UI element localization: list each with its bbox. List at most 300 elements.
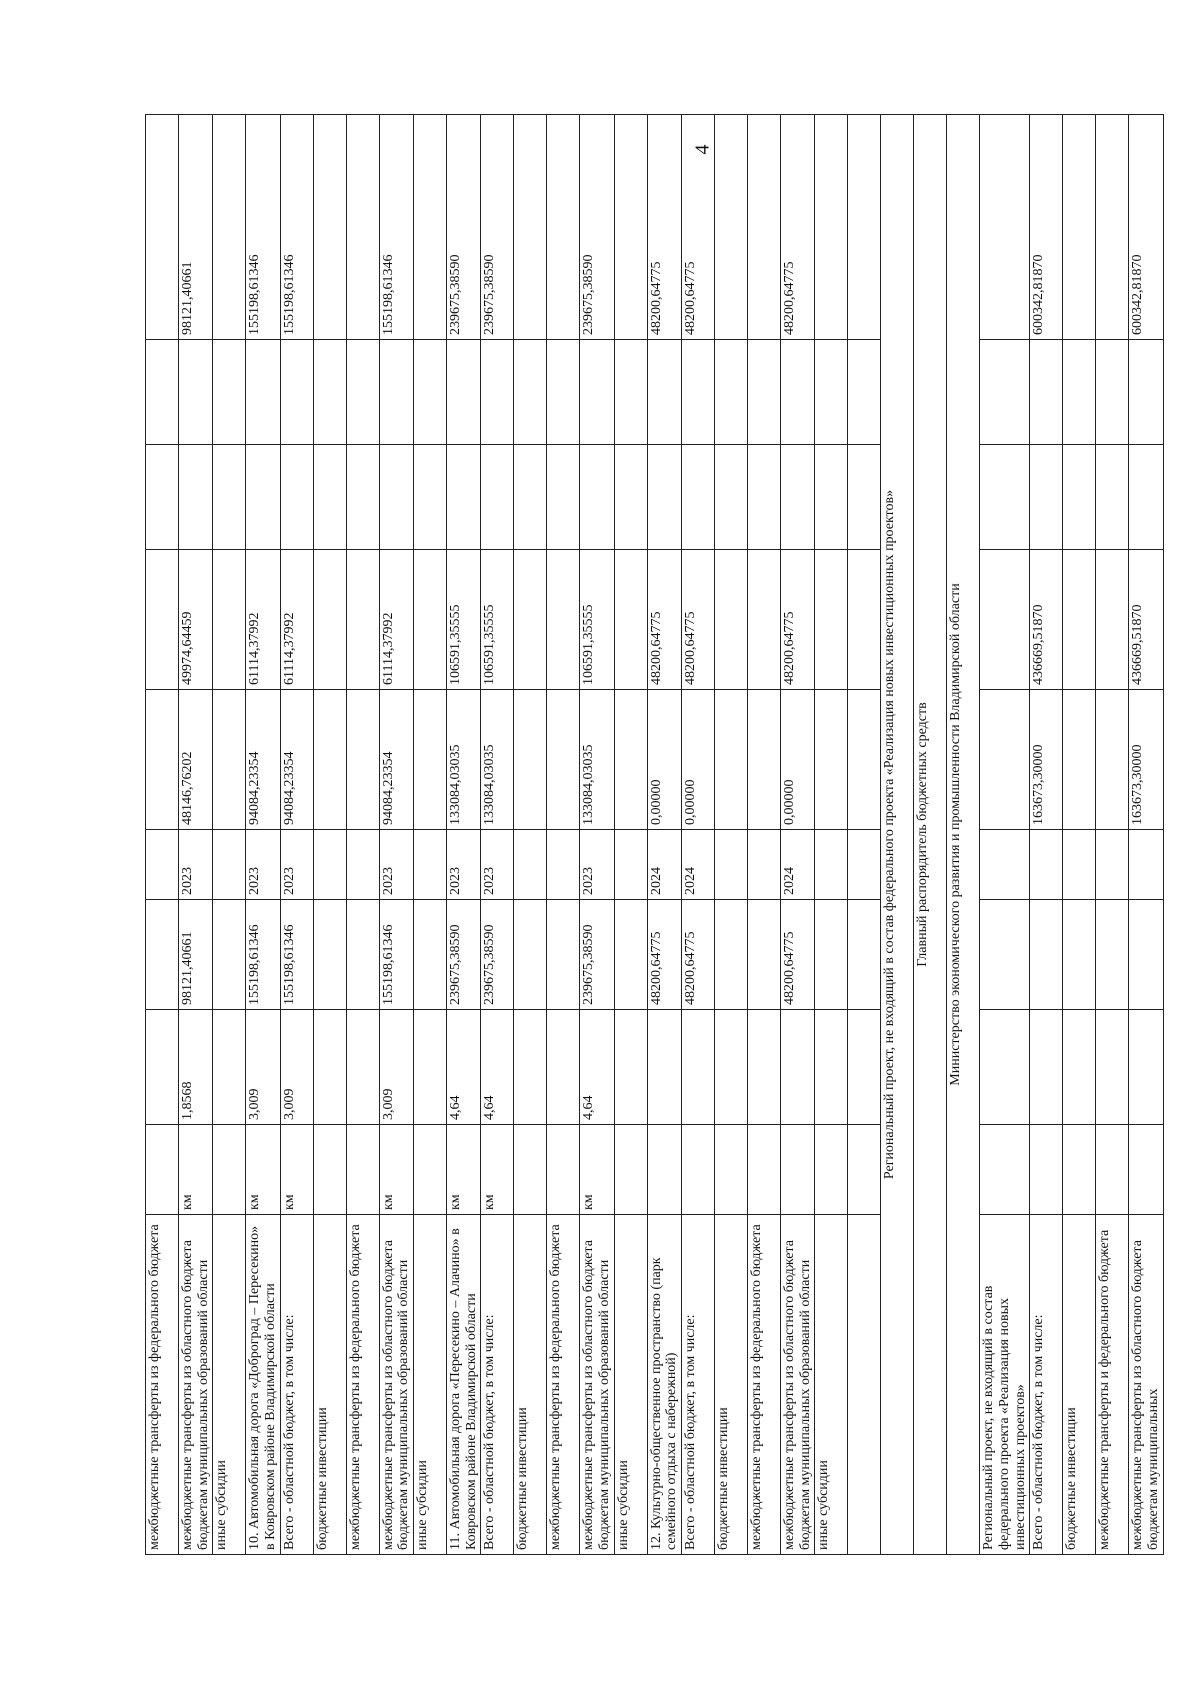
table-cell: 48200,64775 bbox=[647, 900, 681, 1010]
row-label: межбюджетные трансферты из областного бюджета бюджетам муниципальных bbox=[1129, 1215, 1163, 1555]
table-cell bbox=[1030, 1010, 1063, 1125]
table-cell bbox=[781, 445, 815, 550]
table-cell: 2024 bbox=[647, 830, 681, 900]
section-title: Региональный проект, не входящий в состав федерального проекта «Реализация новых инвестиционных проектов» bbox=[881, 115, 914, 1555]
table-cell bbox=[313, 830, 346, 900]
section-title: Министерство экономического развития и промышленности Владимирской области bbox=[947, 115, 980, 1555]
table-cell bbox=[146, 900, 179, 1010]
row-label: межбюджетные трансферты из областного бюджета бюджетам муниципальных образований области bbox=[781, 1215, 815, 1555]
table-cell bbox=[447, 445, 481, 550]
table-cell bbox=[580, 340, 614, 445]
table-cell: 239675,38590 bbox=[580, 115, 614, 340]
table-row bbox=[848, 115, 881, 1555]
table-cell bbox=[1030, 1125, 1063, 1215]
table-cell bbox=[146, 1010, 179, 1125]
table-cell bbox=[614, 900, 647, 1010]
table-row bbox=[346, 115, 379, 1555]
table-cell bbox=[848, 1010, 881, 1125]
table-cell bbox=[146, 1125, 179, 1215]
table-row bbox=[514, 115, 547, 1555]
table-row bbox=[1129, 115, 1163, 1555]
table-cell: 48200,64775 bbox=[781, 115, 815, 340]
row-label: иные субсидии bbox=[213, 1215, 246, 1555]
table-cell bbox=[682, 1010, 715, 1125]
table-cell bbox=[313, 340, 346, 445]
table-cell: 4,64 bbox=[580, 1010, 614, 1125]
table-cell: 2024 bbox=[682, 830, 715, 900]
row-label: межбюджетные трансферты из федерального бюджета bbox=[146, 1215, 179, 1555]
table-cell bbox=[313, 900, 346, 1010]
table-cell: 133084,03035 bbox=[580, 690, 614, 830]
row-label: Региональный проект, не входящий в состав федерального проекта «Реализация новых инвестиционных проектов» bbox=[980, 1215, 1030, 1555]
rotated-page bbox=[145, 115, 1180, 1555]
table-cell bbox=[647, 1010, 681, 1125]
table-cell: км bbox=[379, 1125, 413, 1215]
table-cell bbox=[414, 115, 447, 340]
table-body bbox=[146, 115, 1164, 1555]
table-cell bbox=[547, 445, 580, 550]
table-cell bbox=[980, 900, 1030, 1010]
table-cell bbox=[313, 1125, 346, 1215]
table-cell bbox=[547, 1125, 580, 1215]
table-cell bbox=[1096, 690, 1129, 830]
table-row bbox=[1096, 115, 1129, 1555]
table-cell bbox=[514, 340, 547, 445]
table-cell: 600342,81870 bbox=[1129, 115, 1163, 340]
table-cell: 4,64 bbox=[447, 1010, 481, 1125]
table-cell: 3,009 bbox=[280, 1010, 313, 1125]
table-cell bbox=[146, 550, 179, 690]
table-cell bbox=[1063, 445, 1096, 550]
table-cell bbox=[547, 1010, 580, 1125]
table-cell: км bbox=[280, 1125, 313, 1215]
table-cell: 2023 bbox=[447, 830, 481, 900]
row-label: 12. Культурно-общественное пространство (парк семейного отдыха с набережной) bbox=[647, 1215, 681, 1555]
table-cell bbox=[815, 550, 848, 690]
table-cell: 0,00000 bbox=[781, 690, 815, 830]
row-label: межбюджетные трансферты и федерального бюджета bbox=[1096, 1215, 1129, 1555]
table-cell bbox=[1096, 340, 1129, 445]
table-cell bbox=[614, 690, 647, 830]
table-cell bbox=[614, 1125, 647, 1215]
table-row bbox=[280, 115, 313, 1555]
table-cell bbox=[682, 340, 715, 445]
table-cell bbox=[1096, 115, 1129, 340]
table-cell bbox=[781, 1125, 815, 1215]
table-cell bbox=[748, 1010, 781, 1125]
table-cell bbox=[848, 830, 881, 900]
row-label: иные субсидии bbox=[815, 1215, 848, 1555]
table-cell bbox=[715, 445, 748, 550]
table-cell bbox=[848, 900, 881, 1010]
table-cell bbox=[748, 830, 781, 900]
table-cell: 48200,64775 bbox=[682, 900, 715, 1010]
table-cell bbox=[1063, 115, 1096, 340]
table-cell bbox=[514, 830, 547, 900]
table-cell: 106591,35555 bbox=[580, 550, 614, 690]
table-cell bbox=[246, 445, 280, 550]
table-cell bbox=[980, 690, 1030, 830]
table-cell: 94084,23354 bbox=[280, 690, 313, 830]
row-label: межбюджетные трансферты из федерального бюджета bbox=[748, 1215, 781, 1555]
table-cell bbox=[213, 900, 246, 1010]
table-cell: 2023 bbox=[280, 830, 313, 900]
table-cell bbox=[781, 1010, 815, 1125]
table-cell bbox=[481, 340, 514, 445]
table-cell bbox=[1129, 1010, 1163, 1125]
table-cell bbox=[313, 445, 346, 550]
table-cell bbox=[346, 900, 379, 1010]
table-cell bbox=[1129, 1125, 1163, 1215]
table-cell bbox=[547, 340, 580, 445]
table-cell bbox=[414, 830, 447, 900]
section-row bbox=[881, 115, 914, 1555]
table-cell: 3,009 bbox=[379, 1010, 413, 1125]
table-row bbox=[1063, 115, 1096, 1555]
table-cell bbox=[980, 830, 1030, 900]
table-cell: 155198,61346 bbox=[246, 900, 280, 1010]
row-label: бюджетные инвестиции bbox=[715, 1215, 748, 1555]
table-cell: 49974,64459 bbox=[179, 550, 213, 690]
table-row bbox=[481, 115, 514, 1555]
table-cell bbox=[614, 115, 647, 340]
table-cell bbox=[146, 830, 179, 900]
table-cell bbox=[815, 1010, 848, 1125]
table-cell bbox=[1063, 900, 1096, 1010]
table-cell bbox=[280, 445, 313, 550]
table-cell: 133084,03035 bbox=[447, 690, 481, 830]
table-cell bbox=[213, 1125, 246, 1215]
table-cell bbox=[213, 690, 246, 830]
table-cell bbox=[447, 340, 481, 445]
table-cell bbox=[815, 690, 848, 830]
table-cell bbox=[1030, 445, 1063, 550]
table-cell bbox=[146, 690, 179, 830]
table-cell bbox=[815, 900, 848, 1010]
table-cell bbox=[715, 550, 748, 690]
table-row bbox=[815, 115, 848, 1555]
table-cell bbox=[1096, 900, 1129, 1010]
table-cell bbox=[346, 550, 379, 690]
table-cell bbox=[414, 690, 447, 830]
table-cell bbox=[715, 830, 748, 900]
table-cell bbox=[815, 445, 848, 550]
table-cell bbox=[514, 1125, 547, 1215]
table-cell bbox=[213, 115, 246, 340]
table-row bbox=[614, 115, 647, 1555]
table-cell: 0,00000 bbox=[682, 690, 715, 830]
table-cell bbox=[1063, 1010, 1096, 1125]
table-cell bbox=[715, 340, 748, 445]
table-cell bbox=[146, 340, 179, 445]
table-cell: 239675,38590 bbox=[580, 900, 614, 1010]
row-label: бюджетные инвестиции bbox=[1063, 1215, 1096, 1555]
row-label: межбюджетные трансферты из федерального бюджета bbox=[346, 1215, 379, 1555]
table-cell: 94084,23354 bbox=[246, 690, 280, 830]
table-row bbox=[414, 115, 447, 1555]
table-cell bbox=[1063, 830, 1096, 900]
table-cell bbox=[748, 690, 781, 830]
table-cell bbox=[213, 830, 246, 900]
table-cell: 155198,61346 bbox=[246, 115, 280, 340]
table-cell: км bbox=[447, 1125, 481, 1215]
table-row bbox=[246, 115, 280, 1555]
table-cell bbox=[748, 550, 781, 690]
table-cell: 2023 bbox=[379, 830, 413, 900]
table-cell bbox=[379, 445, 413, 550]
table-cell bbox=[614, 830, 647, 900]
table-cell bbox=[980, 340, 1030, 445]
row-label: иные субсидии bbox=[614, 1215, 647, 1555]
table-cell: 61114,37992 bbox=[280, 550, 313, 690]
table-cell bbox=[980, 115, 1030, 340]
table-cell bbox=[414, 1010, 447, 1125]
table-cell bbox=[414, 900, 447, 1010]
table-cell bbox=[547, 115, 580, 340]
table-cell: 600342,81870 bbox=[1030, 115, 1063, 340]
table-row bbox=[447, 115, 481, 1555]
table-cell bbox=[1096, 830, 1129, 900]
row-label: бюджетные инвестиции bbox=[313, 1215, 346, 1555]
table-cell bbox=[781, 340, 815, 445]
table-cell bbox=[414, 1125, 447, 1215]
table-cell bbox=[346, 1010, 379, 1125]
table-cell bbox=[1030, 900, 1063, 1010]
table-cell: 2023 bbox=[179, 830, 213, 900]
table-cell bbox=[1030, 830, 1063, 900]
row-label: межбюджетные трансферты из областного бюджета бюджетам муниципальных образований области bbox=[179, 1215, 213, 1555]
table-cell: 106591,35555 bbox=[481, 550, 514, 690]
table-cell bbox=[414, 445, 447, 550]
section-title: Главный распорядитель бюджетных средств bbox=[914, 115, 947, 1555]
table-cell: 3,009 bbox=[246, 1010, 280, 1125]
table-row bbox=[682, 115, 715, 1555]
table-cell bbox=[815, 340, 848, 445]
table-cell bbox=[715, 115, 748, 340]
table-cell bbox=[547, 900, 580, 1010]
table-cell bbox=[815, 1125, 848, 1215]
row-label: Всего - областной бюджет, в том числе: bbox=[280, 1215, 313, 1555]
table-cell bbox=[346, 115, 379, 340]
table-cell bbox=[815, 115, 848, 340]
table-cell bbox=[179, 340, 213, 445]
table-cell bbox=[614, 340, 647, 445]
table-cell bbox=[1030, 340, 1063, 445]
table-cell bbox=[213, 340, 246, 445]
section-row bbox=[914, 115, 947, 1555]
table-cell bbox=[346, 1125, 379, 1215]
table-cell bbox=[748, 1125, 781, 1215]
table-cell bbox=[647, 340, 681, 445]
table-cell bbox=[514, 550, 547, 690]
table-row bbox=[647, 115, 681, 1555]
table-cell bbox=[647, 445, 681, 550]
row-label: межбюджетные трансферты из областного бюджета бюджетам муниципальных образований области bbox=[580, 1215, 614, 1555]
table-cell: 155198,61346 bbox=[379, 115, 413, 340]
table-cell bbox=[280, 340, 313, 445]
section-row bbox=[947, 115, 980, 1555]
table-cell bbox=[980, 445, 1030, 550]
table-cell: 61114,37992 bbox=[246, 550, 280, 690]
table-cell bbox=[715, 1010, 748, 1125]
table-cell: 48200,64775 bbox=[682, 550, 715, 690]
table-cell: 239675,38590 bbox=[481, 115, 514, 340]
table-cell bbox=[1096, 550, 1129, 690]
table-cell: 239675,38590 bbox=[447, 115, 481, 340]
table-cell: 239675,38590 bbox=[481, 900, 514, 1010]
table-cell bbox=[682, 1125, 715, 1215]
table-cell bbox=[1096, 1125, 1129, 1215]
table-row bbox=[715, 115, 748, 1555]
table-cell bbox=[848, 690, 881, 830]
table-cell bbox=[313, 550, 346, 690]
table-cell bbox=[848, 340, 881, 445]
table-row bbox=[580, 115, 614, 1555]
table-cell bbox=[313, 1010, 346, 1125]
table-cell bbox=[580, 445, 614, 550]
table-cell: 2023 bbox=[580, 830, 614, 900]
page-number: 4 bbox=[691, 144, 714, 155]
table-cell bbox=[1129, 340, 1163, 445]
table-cell bbox=[848, 550, 881, 690]
row-label: Всего - областной бюджет, в том числе: bbox=[481, 1215, 514, 1555]
table-cell bbox=[346, 690, 379, 830]
table-cell bbox=[246, 340, 280, 445]
table-cell: 94084,23354 bbox=[379, 690, 413, 830]
table-cell bbox=[547, 830, 580, 900]
table-row bbox=[179, 115, 213, 1555]
table-cell: 48200,64775 bbox=[647, 550, 681, 690]
table-cell: 436669,51870 bbox=[1129, 550, 1163, 690]
table-cell bbox=[748, 445, 781, 550]
table-cell: 239675,38590 bbox=[447, 900, 481, 1010]
table-cell: км bbox=[481, 1125, 514, 1215]
table-cell: 163673,30000 bbox=[1129, 690, 1163, 830]
table-row bbox=[547, 115, 580, 1555]
table-cell bbox=[514, 445, 547, 550]
table-cell: км bbox=[246, 1125, 280, 1215]
table-row bbox=[748, 115, 781, 1555]
table-cell bbox=[1129, 900, 1163, 1010]
table-cell bbox=[346, 445, 379, 550]
table-cell: 98121,40661 bbox=[179, 900, 213, 1010]
row-label: 10. Автомобильная дорога «Доброград – Пересекино» в Ковровском районе Владимирской области bbox=[246, 1215, 280, 1555]
table-cell bbox=[614, 445, 647, 550]
table-cell: 155198,61346 bbox=[280, 900, 313, 1010]
table-cell bbox=[514, 115, 547, 340]
table-cell bbox=[815, 830, 848, 900]
table-cell bbox=[1063, 1125, 1096, 1215]
table-cell bbox=[414, 550, 447, 690]
table-cell bbox=[481, 445, 514, 550]
table-cell bbox=[614, 550, 647, 690]
table-cell: км bbox=[179, 1125, 213, 1215]
row-label: иные субсидии bbox=[414, 1215, 447, 1555]
table-cell bbox=[980, 1125, 1030, 1215]
table-cell bbox=[1096, 1010, 1129, 1125]
table-cell: 163673,30000 bbox=[1030, 690, 1063, 830]
table-cell bbox=[379, 340, 413, 445]
table-cell bbox=[748, 340, 781, 445]
table-cell: 48146,76202 bbox=[179, 690, 213, 830]
table-cell: 2023 bbox=[246, 830, 280, 900]
table-cell bbox=[614, 1010, 647, 1125]
table-cell bbox=[647, 1125, 681, 1215]
table-cell bbox=[514, 690, 547, 830]
table-cell bbox=[1063, 550, 1096, 690]
table-cell bbox=[1129, 830, 1163, 900]
row-label: межбюджетные трансферты из областного бюджета бюджетам муниципальных образований области bbox=[379, 1215, 413, 1555]
table-cell bbox=[346, 830, 379, 900]
table-cell: 0,00000 bbox=[647, 690, 681, 830]
row-label: 11. Автомобильная дорога «Пересекино – Алачино» в Ковровском районе Владимирской области bbox=[447, 1215, 481, 1555]
table-cell: 133084,03035 bbox=[481, 690, 514, 830]
table-cell: 155198,61346 bbox=[379, 900, 413, 1010]
table-cell: 436669,51870 bbox=[1030, 550, 1063, 690]
table-cell bbox=[715, 1125, 748, 1215]
table-cell: 48200,64775 bbox=[647, 115, 681, 340]
row-label: межбюджетные трансферты из федерального бюджета bbox=[547, 1215, 580, 1555]
table-cell bbox=[682, 445, 715, 550]
table-cell: км bbox=[580, 1125, 614, 1215]
table-row bbox=[1030, 115, 1063, 1555]
table-row bbox=[379, 115, 413, 1555]
row-label: Всего - областной бюджет, в том числе: bbox=[682, 1215, 715, 1555]
table-cell: 155198,61346 bbox=[280, 115, 313, 340]
table-cell: 98121,40661 bbox=[179, 115, 213, 340]
budget-table bbox=[145, 114, 1164, 1555]
table-cell bbox=[213, 1010, 246, 1125]
table-cell bbox=[715, 690, 748, 830]
table-cell bbox=[414, 340, 447, 445]
table-row bbox=[781, 115, 815, 1555]
table-cell bbox=[1063, 340, 1096, 445]
table-cell bbox=[179, 445, 213, 550]
table-cell bbox=[146, 445, 179, 550]
table-cell bbox=[980, 1010, 1030, 1125]
table-cell bbox=[715, 900, 748, 1010]
table-cell bbox=[514, 1010, 547, 1125]
table-cell: 2024 bbox=[781, 830, 815, 900]
table-cell bbox=[748, 900, 781, 1010]
table-cell: 4,64 bbox=[481, 1010, 514, 1125]
table-row bbox=[146, 115, 179, 1555]
row-label bbox=[848, 1215, 881, 1555]
table-cell bbox=[748, 115, 781, 340]
table-cell bbox=[848, 115, 881, 340]
table-cell bbox=[346, 340, 379, 445]
row-label: бюджетные инвестиции bbox=[514, 1215, 547, 1555]
table-cell bbox=[313, 690, 346, 830]
table-cell bbox=[547, 690, 580, 830]
table-cell bbox=[980, 550, 1030, 690]
table-row bbox=[213, 115, 246, 1555]
table-cell bbox=[514, 900, 547, 1010]
table-cell bbox=[213, 445, 246, 550]
table-cell bbox=[848, 1125, 881, 1215]
table-row bbox=[980, 115, 1030, 1555]
table-cell bbox=[1129, 445, 1163, 550]
table-cell bbox=[848, 445, 881, 550]
table-cell: 48200,64775 bbox=[682, 115, 715, 340]
table-cell: 48200,64775 bbox=[781, 900, 815, 1010]
table-cell: 106591,35555 bbox=[447, 550, 481, 690]
table-cell: 61114,37992 bbox=[379, 550, 413, 690]
table-cell bbox=[146, 115, 179, 340]
table-cell bbox=[547, 550, 580, 690]
table-cell bbox=[313, 115, 346, 340]
table-cell: 48200,64775 bbox=[781, 550, 815, 690]
